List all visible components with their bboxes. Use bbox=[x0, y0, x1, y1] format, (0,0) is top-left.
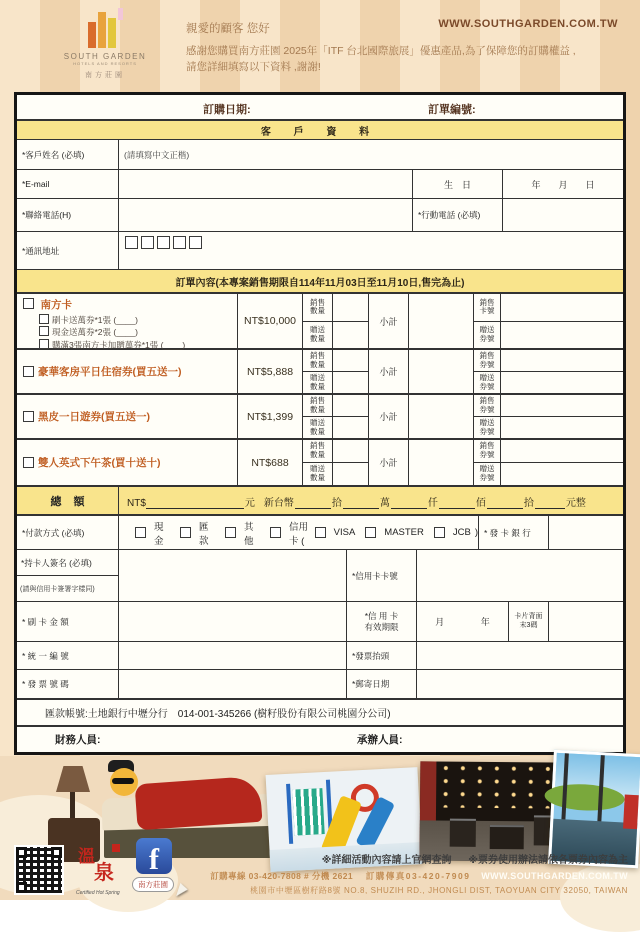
master-checkbox[interactable] bbox=[365, 527, 376, 538]
payment-method-label: *付款方式 (必填) bbox=[17, 516, 119, 549]
product-row-afternoon-tea bbox=[17, 440, 623, 487]
postal-code-box[interactable] bbox=[173, 236, 186, 249]
issuing-bank-label: * 發 卡 銀 行 bbox=[479, 516, 549, 549]
product-name: 黑皮一日遊券(買五送一) bbox=[38, 411, 150, 423]
remit-checkbox[interactable] bbox=[180, 527, 191, 538]
gift-number-input[interactable] bbox=[501, 417, 623, 438]
invoice-title-input[interactable] bbox=[417, 642, 623, 669]
visa-label: VISA bbox=[333, 527, 356, 538]
cvv-label-line1: 卡片背面 bbox=[514, 613, 543, 621]
order-date-label: 訂購日期: bbox=[203, 104, 251, 116]
jcb-label: JCB bbox=[452, 527, 471, 538]
mail-date-input[interactable] bbox=[417, 670, 623, 698]
qr-code bbox=[14, 845, 64, 895]
order-fax: 訂購傳真03-420-7909 bbox=[365, 871, 471, 881]
order-hotline: 訂購專線 03-420-7808 # 分機 2621 bbox=[210, 871, 353, 881]
product-checkbox[interactable] bbox=[23, 411, 34, 422]
logo-bars-icon bbox=[38, 8, 172, 48]
remittance-info: 匯款帳號:土地銀行中壢分行 014-001-345266 (樹籽股份有限公司桃園分公司) bbox=[45, 709, 391, 720]
qty-sold-label: 銷售數量 bbox=[310, 350, 325, 369]
hotspring-caption: Certified Hot Spring bbox=[76, 890, 120, 896]
lamp-icon bbox=[56, 766, 90, 792]
invoice-no-input[interactable] bbox=[119, 670, 347, 698]
customer-name-input[interactable]: (請填寫中文正楷) bbox=[124, 149, 190, 160]
invoice-no-label: * 發 票 號 碼 bbox=[17, 670, 119, 698]
product-price: NT$1,399 bbox=[238, 395, 303, 438]
cardholder-signature-label: *持卡人簽名 (必填) bbox=[17, 550, 118, 576]
product-name: 豪華客房平日住宿券(買五送一) bbox=[38, 366, 182, 378]
card-number-input[interactable] bbox=[417, 550, 623, 601]
remittance-row bbox=[17, 700, 623, 727]
qty-sold-label: 銷售數量 bbox=[310, 395, 325, 414]
subtotal-label: 小計 bbox=[369, 395, 409, 438]
product-name: 南方卡 bbox=[40, 299, 73, 311]
other-checkbox[interactable] bbox=[225, 527, 236, 538]
sold-number-label: 銷售券號 bbox=[479, 350, 495, 369]
footer-note-1: ※詳細活動內容請上官網查詢 bbox=[321, 855, 452, 866]
credit-close-paren: ) bbox=[474, 527, 479, 538]
sold-number-label: 銷售券號 bbox=[479, 395, 495, 414]
option-checkbox[interactable] bbox=[39, 339, 49, 349]
product-row-south-card bbox=[17, 294, 623, 350]
website-url: WWW.SOUTHGARDEN.COM.TW bbox=[438, 18, 618, 30]
qty-sold-input[interactable] bbox=[333, 350, 368, 372]
hotspring-char: 泉 bbox=[94, 862, 114, 884]
order-no-label: 訂單編號: bbox=[428, 104, 476, 116]
mascot-sunglasses bbox=[112, 778, 134, 784]
product-checkbox[interactable] bbox=[23, 298, 34, 309]
red-blanket bbox=[135, 776, 263, 831]
cvv-input[interactable] bbox=[549, 602, 623, 641]
seal-icon bbox=[112, 844, 120, 852]
sold-number-label: 銷售卡號 bbox=[479, 297, 495, 316]
credit-label: 信用卡 ( bbox=[289, 521, 309, 547]
qty-gift-input[interactable] bbox=[333, 417, 368, 438]
gift-number-input[interactable] bbox=[501, 322, 623, 349]
ntd-label: 新台幣 bbox=[263, 498, 294, 509]
qty-gift-label: 贈送數量 bbox=[310, 325, 325, 343]
customer-section-header bbox=[17, 121, 623, 140]
gift-number-input[interactable] bbox=[501, 463, 623, 485]
qty-gift-input[interactable] bbox=[333, 372, 368, 393]
jcb-checkbox[interactable] bbox=[434, 527, 445, 538]
finance-staff-label: 財務人員: bbox=[55, 734, 101, 746]
option-checkbox[interactable] bbox=[39, 314, 49, 324]
signature-hint: (請與信用卡簽署字樣同) bbox=[20, 585, 95, 593]
expiry-input[interactable] bbox=[417, 602, 509, 641]
staff-row bbox=[17, 727, 623, 752]
product-option: 購滿3張南方卡加贈萬券*1張 (____) bbox=[52, 339, 186, 350]
facebook-icon[interactable]: f bbox=[136, 838, 172, 874]
customer-name-label: *客戶姓名 (必填) bbox=[17, 140, 119, 169]
greeting-line: 請您詳細填寫以下資料 ,謝謝! bbox=[186, 61, 321, 74]
digit-input[interactable] bbox=[391, 497, 427, 509]
qty-gift-input[interactable] bbox=[333, 463, 368, 485]
qty-gift-label: 贈送數量 bbox=[310, 417, 325, 436]
tax-id-input[interactable] bbox=[119, 642, 347, 669]
facebook-page-label[interactable]: 南方莊園 bbox=[132, 877, 174, 892]
subtotal-label: 小計 bbox=[369, 294, 409, 348]
footer-notes bbox=[210, 851, 628, 896]
gym-photo bbox=[420, 761, 569, 861]
logo-subtitle: HOTELS AND RESORTS bbox=[73, 61, 137, 66]
gift-number-label: 贈送券號 bbox=[479, 417, 495, 436]
digit-input[interactable] bbox=[535, 497, 565, 509]
unit-ten2: 拾 bbox=[523, 498, 534, 509]
payment-method-row bbox=[17, 516, 623, 550]
unit-hundred: 佰 bbox=[475, 498, 486, 509]
product-price: NT$10,000 bbox=[238, 294, 303, 348]
card-amount-input[interactable] bbox=[119, 602, 347, 641]
expiry-label-line1: *信 用 卡 bbox=[364, 611, 399, 622]
signature-input[interactable] bbox=[119, 550, 347, 601]
qty-gift-label: 贈送數量 bbox=[310, 464, 325, 482]
handler-staff-label: 承辦人員: bbox=[357, 734, 403, 746]
footer-address: 桃園市中壢區樹籽路8號 NO.8, SHUZIH RD., JHONGLI DIST, TAOYUAN CITY 32050, TAIWAN bbox=[250, 886, 628, 895]
card-number-label: *信用卡卡號 bbox=[347, 550, 417, 601]
certified-hot-spring-logo bbox=[76, 842, 122, 896]
qty-sold-label: 銷售數量 bbox=[310, 441, 325, 459]
postal-code-box[interactable] bbox=[189, 236, 202, 249]
hand-cursor-icon bbox=[176, 883, 189, 899]
invoice-no-row bbox=[17, 670, 623, 700]
sold-number-input[interactable] bbox=[501, 350, 623, 372]
qty-sold-input[interactable] bbox=[333, 395, 368, 417]
gift-number-label: 贈送券號 bbox=[479, 464, 495, 482]
unit-ten: 拾 bbox=[331, 498, 342, 509]
postal-code-box[interactable] bbox=[141, 236, 154, 249]
logo-name: SOUTH GARDEN bbox=[63, 52, 147, 61]
option-checkbox[interactable] bbox=[39, 326, 49, 336]
product-checkbox[interactable] bbox=[23, 366, 34, 377]
order-form bbox=[14, 92, 626, 755]
facebook-link[interactable] bbox=[132, 838, 192, 898]
yuan-label: 元 bbox=[244, 498, 255, 509]
total-row bbox=[17, 487, 623, 516]
product-option: 現金送萬券*2張 (____) bbox=[52, 327, 138, 338]
home-phone-input[interactable] bbox=[119, 199, 413, 231]
phone-row bbox=[17, 199, 623, 232]
sold-number-input[interactable] bbox=[501, 294, 623, 322]
qty-sold-label: 銷售數量 bbox=[310, 297, 325, 316]
remit-label: 匯款 bbox=[199, 521, 209, 547]
unit-thousand: 仟 bbox=[427, 498, 438, 509]
visa-checkbox[interactable] bbox=[315, 527, 326, 538]
subtotal-input[interactable] bbox=[409, 350, 474, 393]
greeting-line: 親愛的顧客 您好 bbox=[186, 23, 270, 35]
mobile-phone-label: *行動電話 (必填) bbox=[413, 199, 503, 231]
footer-note-2: ※票券使用辦法請依各票券內容為主 bbox=[468, 855, 628, 866]
product-option: 刷卡送萬券*1張 (____) bbox=[52, 315, 138, 325]
year-label: 年 bbox=[480, 617, 490, 627]
cash-label: 現金 bbox=[154, 521, 164, 547]
address-label: *通訊地址 bbox=[17, 232, 119, 269]
cash-checkbox[interactable] bbox=[135, 527, 146, 538]
qty-gift-label: 贈送數量 bbox=[310, 372, 325, 391]
hotspring-char: 溫 bbox=[78, 847, 95, 866]
subtotal-input[interactable] bbox=[409, 395, 474, 438]
postal-code-box[interactable] bbox=[125, 236, 138, 249]
unit-end: 元整 bbox=[565, 498, 586, 509]
birthday-label: 生 日 bbox=[413, 170, 503, 198]
currency-prefix: NT$ bbox=[127, 498, 146, 509]
subtotal-input[interactable] bbox=[409, 440, 474, 485]
customer-name-row bbox=[17, 140, 623, 170]
email-label: *E-mail bbox=[17, 170, 119, 198]
lamp-stem bbox=[70, 792, 75, 820]
product-row-day-tour bbox=[17, 395, 623, 440]
birthday-input[interactable]: 年 月 日 bbox=[531, 179, 595, 190]
master-label: MASTER bbox=[384, 527, 424, 538]
sold-number-input[interactable] bbox=[501, 395, 623, 417]
email-row bbox=[17, 170, 623, 199]
digit-input[interactable] bbox=[439, 497, 475, 509]
logo-chinese-name: 南方莊園 bbox=[85, 72, 125, 79]
other-label: 其他 bbox=[244, 521, 254, 547]
subtotal-input[interactable] bbox=[409, 294, 474, 348]
sold-number-input[interactable] bbox=[501, 440, 623, 463]
product-checkbox[interactable] bbox=[23, 457, 34, 468]
footer-url: WWW.SOUTHGARDEN.COM.TW bbox=[481, 871, 628, 881]
gift-number-label: 贈送券號 bbox=[479, 372, 495, 391]
tax-id-label: * 統 一 編 號 bbox=[17, 642, 119, 669]
order-section-header bbox=[17, 270, 623, 294]
credit-checkbox[interactable] bbox=[270, 527, 281, 538]
month-label: 月 bbox=[435, 617, 445, 627]
subtotal-label: 小計 bbox=[369, 440, 409, 485]
customer-section-title: 客 戶 資 料 bbox=[260, 126, 380, 138]
postal-code-box[interactable] bbox=[157, 236, 170, 249]
date-row bbox=[17, 95, 623, 121]
total-amount-input[interactable] bbox=[146, 497, 244, 509]
gift-number-input[interactable] bbox=[501, 372, 623, 393]
card-amount-row bbox=[17, 602, 623, 642]
mail-date-label: *郵寄日期 bbox=[347, 670, 417, 698]
invoice-title-label: *發票抬頭 bbox=[347, 642, 417, 669]
sold-number-label: 銷售券號 bbox=[479, 441, 495, 459]
address-input[interactable] bbox=[119, 232, 623, 269]
qty-gift-input[interactable] bbox=[333, 322, 368, 349]
south-garden-logo bbox=[38, 8, 172, 80]
qty-sold-input[interactable] bbox=[333, 440, 368, 463]
greeting-line: 感謝您購買南方莊園 2025年「ITF 台北國際旅展」優惠產品,為了保障您的訂購權益 , bbox=[186, 45, 576, 57]
digit-input[interactable] bbox=[295, 497, 331, 509]
signature-row bbox=[17, 550, 623, 602]
mobile-phone-input[interactable] bbox=[503, 199, 623, 231]
tax-id-row bbox=[17, 642, 623, 670]
product-row-deluxe-room bbox=[17, 350, 623, 395]
qty-sold-input[interactable] bbox=[333, 294, 368, 322]
product-name: 雙人英式下午茶(買十送十) bbox=[38, 457, 161, 469]
cvv-label-line2: 末3碼 bbox=[519, 621, 538, 629]
home-phone-label: *聯絡電話(H) bbox=[17, 199, 119, 231]
issuing-bank-input[interactable] bbox=[549, 516, 623, 549]
product-price: NT$5,888 bbox=[238, 350, 303, 393]
address-row bbox=[17, 232, 623, 270]
order-section-title: 訂單內容(本專案銷售期限自114年11月03日至11月10日,售完為止) bbox=[175, 277, 465, 289]
digit-input[interactable] bbox=[487, 497, 523, 509]
product-price: NT$688 bbox=[238, 440, 303, 485]
unit-tenthousand: 萬 bbox=[379, 498, 390, 509]
digit-input[interactable] bbox=[343, 497, 379, 509]
email-input[interactable] bbox=[119, 170, 413, 198]
card-amount-label: * 刷 卡 金 額 bbox=[17, 602, 119, 641]
total-label: 總額 bbox=[17, 487, 119, 514]
expiry-label-line2: 有效期限 bbox=[364, 621, 399, 632]
subtotal-label: 小計 bbox=[369, 350, 409, 393]
gift-number-label: 贈送券號 bbox=[479, 325, 495, 343]
